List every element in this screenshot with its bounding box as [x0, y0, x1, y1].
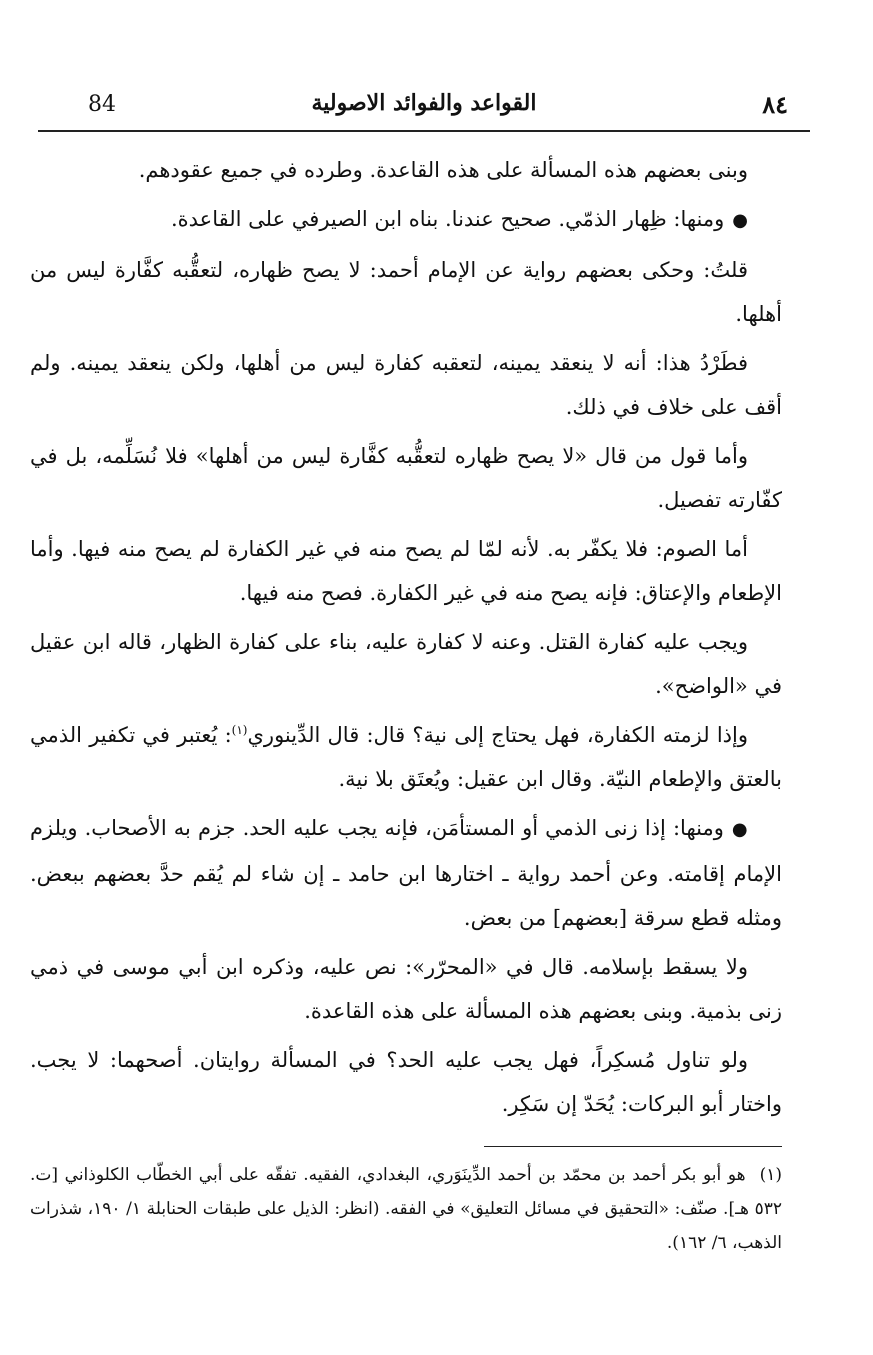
bullet-icon: ● — [732, 210, 748, 231]
paragraph: فطَرْدُ هذا: أنه لا ينعقد يمينه، لتعقبه كفارة ليس من أهلها، ولكن ينعقد يمينه. ولم أقف على خلاف في ذلك. — [30, 351, 782, 419]
footnote-text: هو أبو بكر أحمد بن محمّد بن أحمد الدِّينَوَري، البغدادي، الفقيه. تفقّه على أبي الخطّاب الكلوذاني [ت. ٥٣٢ هـ]. صنّف: «التحقيق في مسائل التعليق» في الفقه. (انظر: الذيل على طبقات الحنابلة ١/ ١٩٠، شذرات الذهب، ٦/ ١٦٢). — [30, 1165, 782, 1253]
bullet-icon: ● — [731, 819, 748, 840]
paragraph: ●ومنها: ظِهار الذمّي. صحيح عندنا. بناه ابن الصيرفي على القاعدة. — [170, 207, 748, 231]
footnote-marker: (١) — [759, 1165, 782, 1185]
running-title: القواعد والفوائد الاصولية — [311, 90, 537, 116]
paragraph: وأما قول من قال «لا يصح ظهاره لتعقُّبه كفَّارة ليس من أهلها» فلا نُسَلِّمه، بل في كفّارته تفصيل. — [30, 444, 782, 512]
paragraph: ولو تناول مُسكِراً، فهل يجب عليه الحد؟ في المسألة روايتان. أصحهما: لا يجب. واختار أبو البركات: يُحَدّ إن سَكِر. — [30, 1048, 782, 1116]
paragraph: قلتُ: وحكى بعضهم رواية عن الإمام أحمد: لا يصح ظهاره، لتعقُّبه كفَّارة ليس من أهلها. — [30, 258, 782, 326]
paragraph: أما الصوم: فلا يكفّر به. لأنه لمّا لم يصح منه في غير الكفارة لم يصح منه فيها. وأما الإطعام والإعتاق: فإنه يصح منه في غير الكفارة. فصح منه فيها. — [30, 537, 782, 605]
footnote-divider — [484, 1146, 782, 1147]
page-number-arabic: ٨٤ — [762, 90, 788, 119]
paragraph: وإذا لزمته الكفارة، فهل يحتاج إلى نية؟ قال: قال الدِّينوري$^{(١)}$: يُعتبر في تكفير الذمي بالعتق والإطعام النيّة. وقال ابن عقيل: ويُعتَق بلا نية. — [30, 723, 782, 791]
paragraph: ولا يسقط بإسلامه. قال في «المحرّر»: نص عليه، وذكره ابن أبي موسى في ذمي زنى بذمية. وبنى بعضهم هذه المسألة على هذه القاعدة. — [30, 955, 782, 1023]
paragraph: وبنى بعضهم هذه المسألة على هذه القاعدة. وطرده في جميع عقودهم. — [138, 158, 748, 182]
page-number-latin: 84 — [88, 92, 116, 117]
paragraph: ●ومنها: إذا زنى الذمي أو المستأمَن، فإنه يجب عليه الحد. جزم به الأصحاب. ويلزم الإمام إقامته. وعن أحمد رواية ـ اختارها ابن حامد ـ إن شاء لم يُقم حدَّ بعضهم ببعض. ومثله قطع سرقة [بعضهم] من بعض. — [30, 816, 782, 930]
footnote-ref: (١) — [231, 723, 248, 737]
page-header — [38, 84, 810, 132]
main-text — [30, 148, 782, 1131]
footnote — [30, 1158, 782, 1260]
paragraph: ويجب عليه كفارة القتل. وعنه لا كفارة عليه، بناء على كفارة الظهار، قاله ابن عقيل في «الواضح». — [30, 630, 782, 698]
